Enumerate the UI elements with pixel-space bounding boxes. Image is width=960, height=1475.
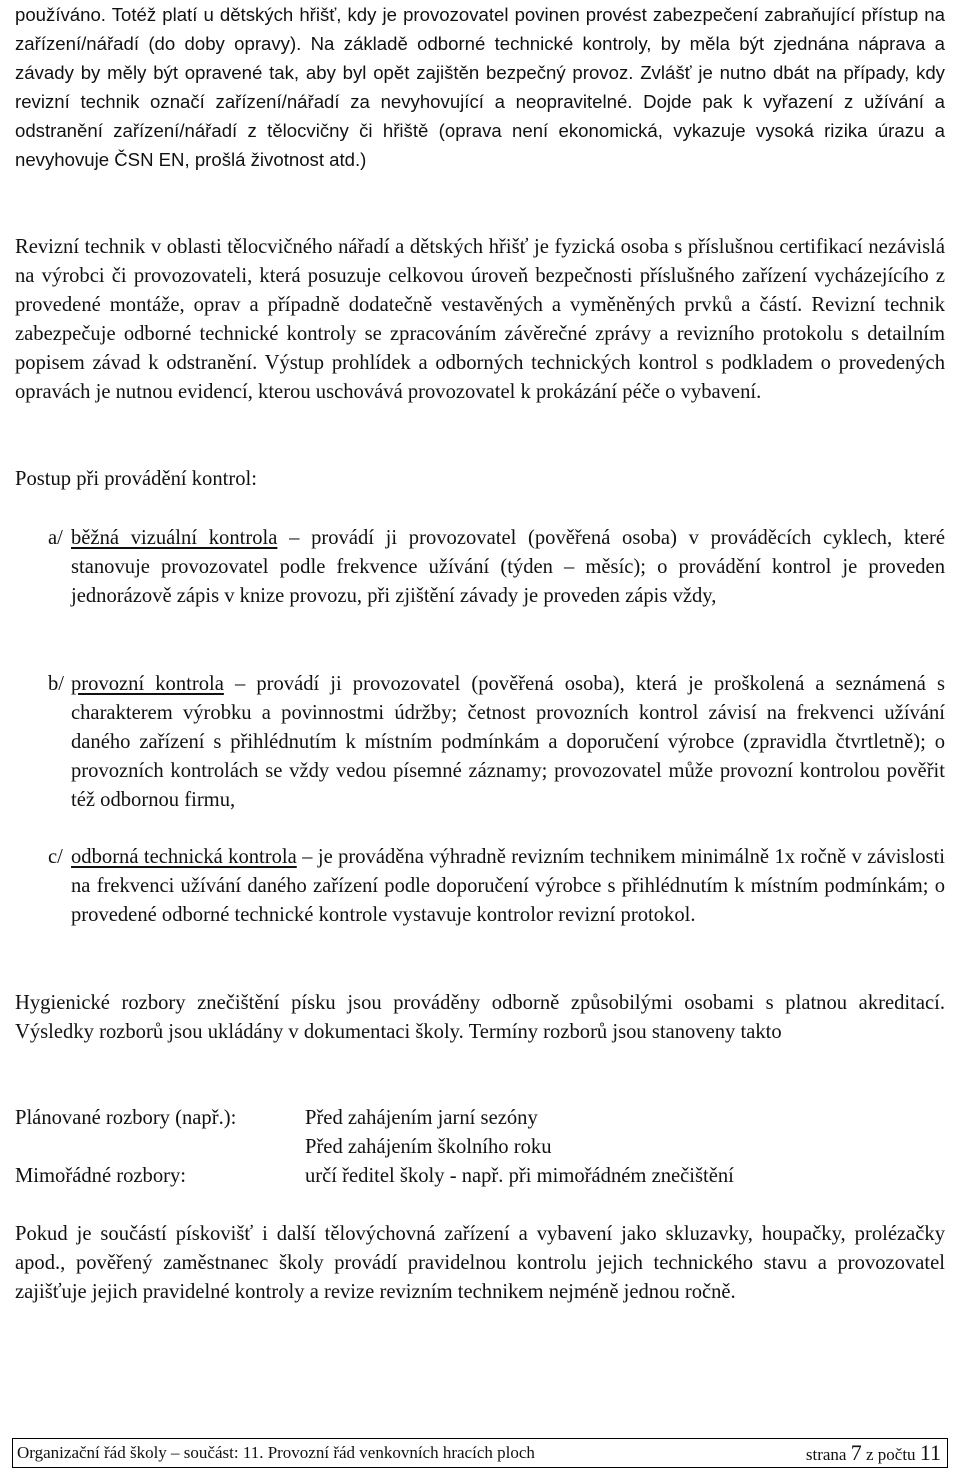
paragraph-revision-technician <box>15 233 945 407</box>
text-run: Zvlášť je nutno dbát na případy, kdy revizní technik označí zařízení/nářadí za nevyhovující a neopravitelné. <box>15 62 945 112</box>
footer-doc-title: Organizační řád školy – součást: 11. Provozní řád venkovních hracích ploch <box>17 1443 535 1462</box>
paragraph-hygiene: Hygienické rozbory znečištění písku jsou prováděny odborně způsobilými osobami s platnou akreditací. Výsledky rozborů jsou ukládány v dokumentaci školy. Termíny rozborů jsou stanoveny takto <box>15 992 945 1043</box>
list-text: – provádí ji provozovatel (pověřená osoba), která je proškolená a seznámená s charakterem výrobku a povinnostmi údržby; četnost provozních kontrol závisí na frekvenci užívání daného zařízení s přihlédnutím k místním podmínkám a doporučení výrobce (zpravidla čtvrtletně); o provozních kontrolách se vždy vedou písemné záznamy; provozovatel může provozní kontrolou pověřit též odbornou firmu, <box>71 673 946 811</box>
list-label: b/ <box>48 673 65 695</box>
text-run: Revizní technik v oblasti tělocvičného nářadí a dětských hřišť je fyzická osoba s příslušnou certifikací nezávislá na výrobci či provozovateli, která posuzuje celkovou úroveň bezpečnosti příslušného zařízení vycházejícího z provedené montáže, oprav a případně dodatečně vestavěných a vyměněných prvků a částí. <box>15 236 945 316</box>
schedule-row-extra <box>15 1162 945 1191</box>
text-run: Dojde pak k vyřazení z užívání a odstranění zařízení/nářadí z tělocvičny či hřiště (oprava není ekonomická, vykazuje vysoká rizika úrazu a nevyhovuje ČSN EN, prošlá životnost atd.) <box>15 91 946 170</box>
paragraph-repair-notice <box>15 0 945 174</box>
list-term: odborná technická kontrola <box>71 846 297 868</box>
schedule-row-planned <box>15 1104 945 1133</box>
paragraph-equipment-check: Pokud je součástí pískovišť i další tělovýchovná zařízení a vybavení jako skluzavky, houpačky, prolézačky apod., pověřený zaměstnanec školy provádí pravidelnou kontrolu jejich technického stavu a provozovatel zajišťuje jejich pravidelné kontroly a revize revizním technikem nejméně jednou ročně. <box>15 1223 945 1303</box>
schedule-value: Před zahájením školního roku <box>305 1136 552 1158</box>
text-run: Revizní technik zabezpečuje odborné technické kontroly se zpracováním závěrečné zprávy a revizního protokolu s detailním popisem závad k odstranění. <box>15 294 945 374</box>
schedule-label: Plánované rozbory (např.): <box>15 1107 237 1129</box>
schedule-label: Mimořádné rozbory: <box>15 1165 186 1187</box>
list-item-c <box>48 843 945 930</box>
footer-page-info <box>806 1439 941 1469</box>
footer-strana-label: strana <box>805 1445 847 1464</box>
schedule-value: Před zahájením jarní sezóny <box>305 1107 538 1129</box>
page-footer <box>12 1438 948 1468</box>
list-item-b <box>48 670 945 815</box>
text-run: používáno. Totéž platí u dětských hřišť, kdy je provozovatel povinen provést zabezpečení zabraňující přístup na zařízení/nářadí (do doby opravy). Na základě odborné technické kontroly, by měla být zjednána náprava a závady by měly být opravené tak, aby byl opět zajištěn bezpečný provoz. <box>15 4 945 83</box>
text-run: Výstup prohlídek a odborných technických kontrol s podkladem o provedených opravách je nutnou evidencí, kterou uschovává provozovatel k prokázání péče o vybavení. <box>15 352 945 403</box>
list-item-a <box>48 524 945 611</box>
schedule-row-planned-2 <box>15 1133 945 1162</box>
footer-page-total: 11 <box>919 1440 941 1465</box>
list-label: a/ <box>48 527 63 549</box>
section-heading: Postup při provádění kontrol: <box>15 468 257 490</box>
list-term: provozní kontrola <box>71 673 224 695</box>
footer-z-poctu-label: z počtu <box>865 1445 916 1464</box>
list-text: – je prováděna výhradně revizním technikem minimálně 1x ročně v závislosti na frekvenci užívání daného zařízení podle doporučení výrobce s přihlédnutím k místním podmínkám; o provedené odborné technické kontrole vystavuje kontrolor revizní protokol. <box>71 846 945 926</box>
list-term: běžná vizuální kontrola <box>71 527 278 549</box>
footer-page-number: 7 <box>850 1440 862 1465</box>
list-label: c/ <box>48 846 63 868</box>
list-text: – provádí ji provozovatel (pověřená osoba) v prováděcích cyklech, které stanovuje provozovatel podle frekvence užívání (týden – měsíc); o provádění kontrol je proveden jednorázově zápis v knize provozu, při zjištění závady je proveden zápis vždy, <box>71 527 945 607</box>
schedule-value: určí ředitel školy - např. při mimořádném znečištění <box>305 1165 734 1187</box>
